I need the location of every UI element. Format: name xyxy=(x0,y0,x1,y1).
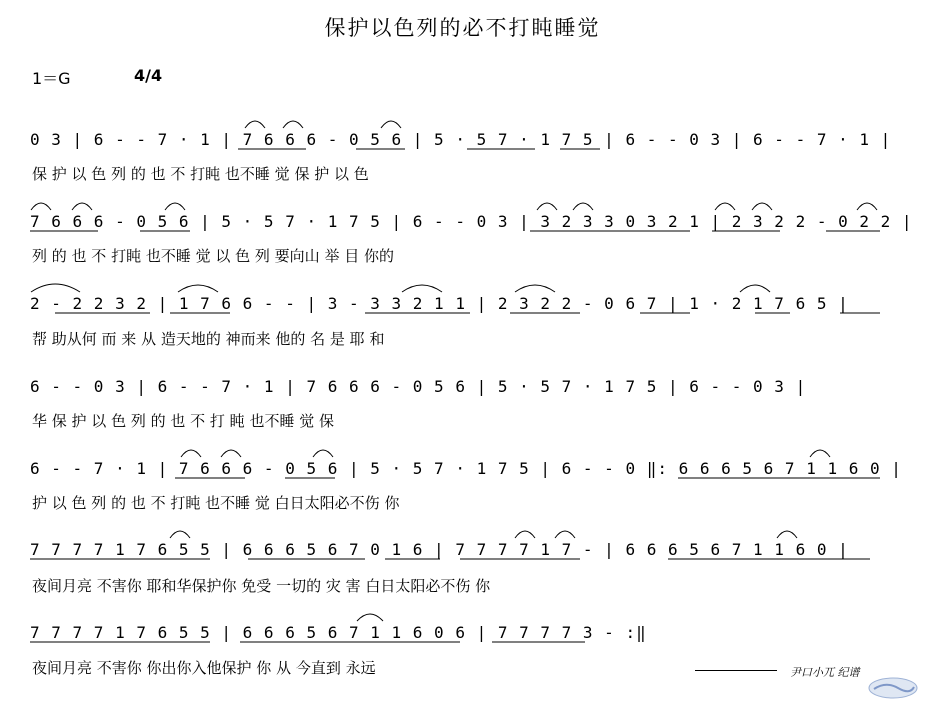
key-signature: 1＝G xyxy=(32,69,71,88)
lyrics-row-4: 华 保 护 以 色 列 的 也 不 打 盹 也不睡 觉 保 xyxy=(32,412,334,430)
song-title: 保护以色列的必不打盹睡觉 xyxy=(324,16,601,40)
signature-line xyxy=(695,670,777,671)
notation-row-3: 2 - 2 2 3 2 | 1 7 6 6 - - | 3 - 3 3 2 1 1 | 2 3 2 2 - 0 6 7 | 1 · 2 1 7 6 5 | xyxy=(30,294,849,313)
watermark-logo-icon xyxy=(868,677,918,699)
lyrics-row-2: 列 的 也 不 打盹 也不睡 觉 以 色 列 要向山 举 目 你的 xyxy=(32,247,394,265)
notation-row-1: 0 3 | 6 - - 7 · 1 | 7 6 6 6 - 0 5 6 | 5 · 5 7 · 1 7 5 | 6 - - 0 3 | 6 - - 7 · 1 | xyxy=(30,130,892,149)
notation-row-7: 7 7 7 7 1 7 6 5 5 | 6 6 6 5 6 7 1 1 6 0 6 | 7 7 7 7 3 - :‖ xyxy=(30,623,647,642)
time-signature: 4/4 xyxy=(134,66,163,85)
lyrics-row-3: 帮 助从何 而 来 从 造天地的 神而来 他的 名 是 耶 和 xyxy=(32,330,385,348)
lyrics-row-7: 夜间月亮 不害你 你出你入他保护 你 从 今直到 永远 xyxy=(32,659,376,677)
notation-row-4: 6 - - 0 3 | 6 - - 7 · 1 | 7 6 6 6 - 0 5 6 | 5 · 5 7 · 1 7 5 | 6 - - 0 3 | xyxy=(30,377,807,396)
notation-row-2: 7 6 6 6 - 0 5 6 | 5 · 5 7 · 1 7 5 | 6 - - 0 3 | 3 2 3 3 0 3 2 1 | 2 3 2 2 - 0 2 2 | xyxy=(30,212,913,231)
lyrics-row-5: 护 以 色 列 的 也 不 打盹 也不睡 觉 白日太阳必不伤 你 xyxy=(32,494,400,512)
transcriber-credit: 尹口小兀 纪谱 xyxy=(790,666,860,679)
notation-row-6: 7 7 7 7 1 7 6 5 5 | 6 6 6 5 6 7 0 1 6 | 7 7 7 7 1 7 - | 6 6 6 5 6 7 1 1 6 0 | xyxy=(30,540,849,559)
notation-row-5: 6 - - 7 · 1 | 7 6 6 6 - 0 5 6 | 5 · 5 7 · 1 7 5 | 6 - - 0 ‖: 6 6 6 5 6 7 1 1 6 0 | xyxy=(30,459,902,478)
lyrics-row-6: 夜间月亮 不害你 耶和华保护你 免受 一切的 灾 害 白日太阳必不伤 你 xyxy=(32,577,491,595)
lyrics-row-1: 保 护 以 色 列 的 也 不 打盹 也不睡 觉 保 护 以 色 xyxy=(32,165,369,183)
